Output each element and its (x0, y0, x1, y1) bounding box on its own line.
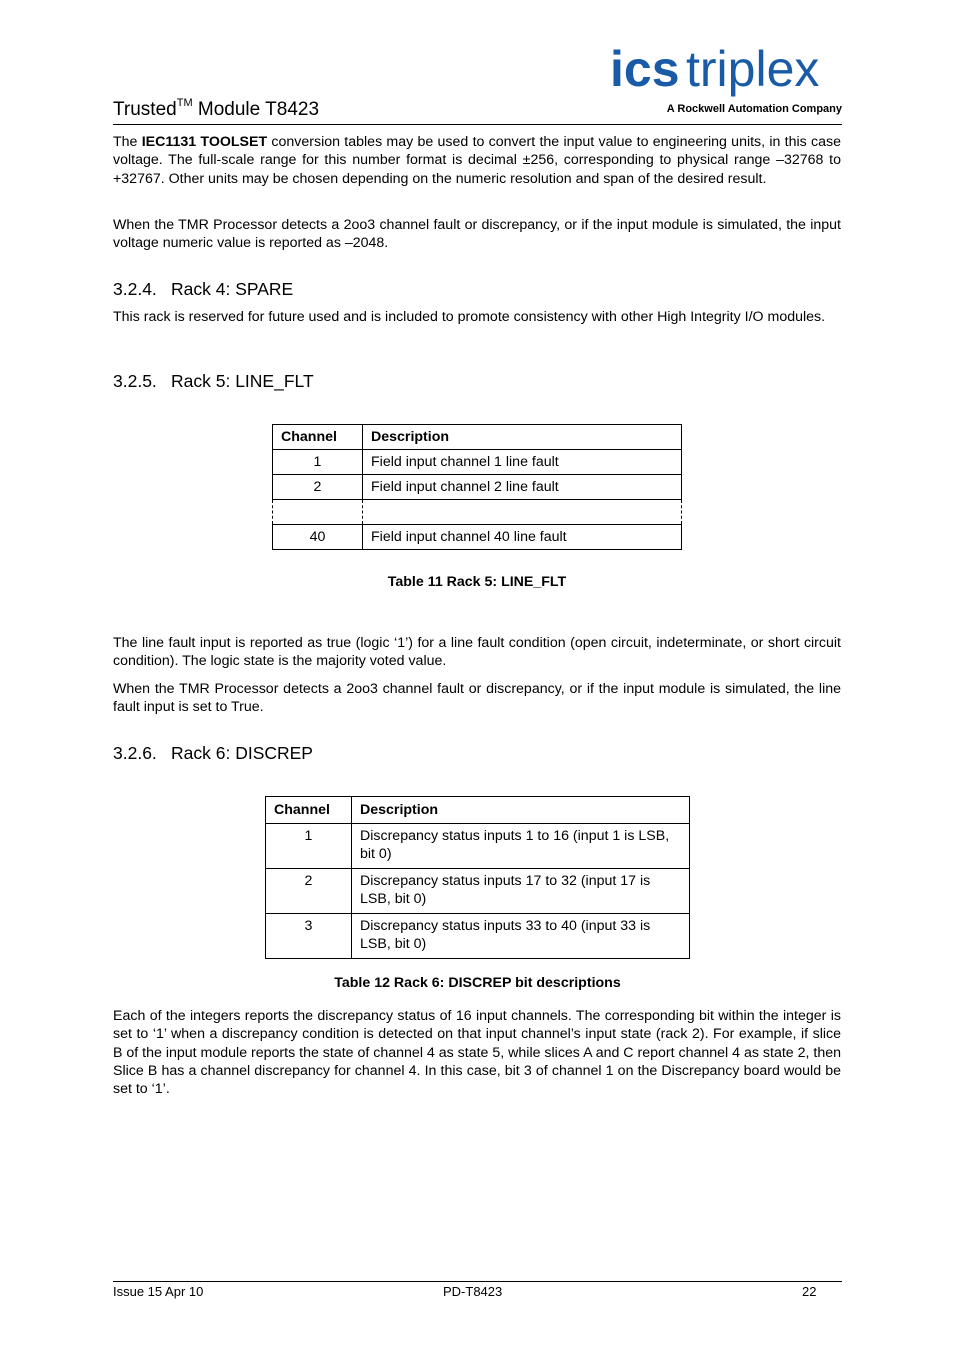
table-row (273, 475, 682, 500)
intro-p1-text-b: conversion tables may be used to convert the input value to engineering units, in this case voltage. The full-scale range for this number format is decimal ±256, corresponding to physical range –32768 to +32767. Other units may be chosen depending on the numeric resolution and span of the desired result. (113, 134, 841, 187)
cell-channel: 2 (266, 869, 352, 914)
line-flt-table (272, 424, 682, 550)
discrep-table (265, 796, 690, 959)
heading-3-2-5 (113, 370, 314, 392)
col-header-channel: Channel (266, 797, 352, 824)
heading-title: Rack 5: LINE_FLT (171, 371, 314, 391)
table-11-caption: Table 11 Rack 5: LINE_FLT (387, 574, 567, 590)
cell-description: Discrepancy status inputs 17 to 32 (input 17 is LSB, bit 0) (352, 869, 690, 914)
section-325-paragraph-2: When the TMR Processor detects a 2oo3 channel fault or discrepancy, or if the input module is simulated, the line fault input is set to True. (113, 681, 841, 716)
cell-description: Field input channel 40 line fault (363, 525, 682, 550)
logo-company-text: Company (791, 103, 842, 115)
cell-description: Field input channel 1 line fault (363, 450, 682, 475)
heading-title: Rack 4: SPARE (171, 279, 294, 299)
cell-description: Discrepancy status inputs 1 to 16 (input 1 is LSB, bit 0) (352, 824, 690, 869)
logo-tagline (612, 103, 842, 115)
table-row (266, 914, 690, 959)
heading-number: 3.2.6. (113, 743, 157, 763)
cell-channel: 1 (273, 450, 363, 475)
intro-paragraph-2: When the TMR Processor detects a 2oo3 channel fault or discrepancy, or if the input module is simulated, the input voltage numeric value is reported as –2048. (113, 217, 841, 252)
intro-paragraph-1 (113, 133, 841, 188)
footer-rule (113, 1281, 842, 1282)
cell-channel: 3 (266, 914, 352, 959)
cell-channel: 2 (273, 475, 363, 500)
table-gap-row (273, 500, 682, 525)
footer-doc-id: PD-T8423 (443, 1284, 503, 1299)
heading-title: Rack 6: DISCREP (171, 743, 313, 763)
cell-description: Discrepancy status inputs 33 to 40 (input 33 is LSB, bit 0) (352, 914, 690, 959)
cell-gap (273, 500, 363, 525)
heading-3-2-6 (113, 742, 313, 764)
table-header-row (273, 425, 682, 450)
intro-p1-bold: IEC1131 TOOLSET (141, 134, 268, 150)
header-rule (113, 124, 842, 125)
logo-tagline-text: A Rockwell Automation (666, 103, 789, 115)
logo-text-ics: ics (610, 44, 680, 97)
trademark-mark: TM (176, 97, 193, 109)
header-product: Trusted (113, 99, 177, 120)
logo-text-triplex: triplex (686, 44, 820, 97)
footer-page-number: 22 (802, 1284, 817, 1299)
header-module: Module T8423 (192, 99, 320, 120)
col-header-channel: Channel (273, 425, 363, 450)
section-324-paragraph: This rack is reserved for future used and is included to promote consistency with other High Integrity I/O modules. (113, 309, 826, 325)
cell-channel: 1 (266, 824, 352, 869)
cell-channel: 40 (273, 525, 363, 550)
table-row (266, 869, 690, 914)
cell-gap (363, 500, 682, 525)
heading-3-2-4 (113, 278, 293, 300)
section-325-paragraph-1: The line fault input is reported as true (logic ‘1’) for a line fault condition (open circuit, indeterminate, or short circuit condition). The logic state is the majority voted value. (113, 635, 841, 670)
table-row (266, 824, 690, 869)
col-header-description: Description (352, 797, 690, 824)
section-326-paragraph: Each of the integers reports the discrepancy status of 16 input channels. The corresponding bit within the integer is set to ‘1’ when a discrepancy condition is detected on that input channel’s input state (rack 2). For example, if slice B of the input module reports the state of channel 4 as state 5, while slices A and C report channel 4 as state 2, then Slice B has a channel discrepancy for channel 4. In this case, bit 3 of channel 1 on the Discrepancy board would be set to ‘1’. (113, 1008, 841, 1098)
heading-number: 3.2.4. (113, 279, 157, 299)
table-12-caption: Table 12 Rack 6: DISCREP bit descriptions (334, 975, 621, 991)
ics-triplex-logo (610, 44, 842, 100)
col-header-description: Description (363, 425, 682, 450)
table-row (273, 525, 682, 550)
table-header-row (266, 797, 690, 824)
header-title (113, 98, 319, 122)
cell-description: Field input channel 2 line fault (363, 475, 682, 500)
table-row (273, 450, 682, 475)
heading-number: 3.2.5. (113, 371, 157, 391)
intro-p1-text-a: The (113, 134, 142, 150)
footer-issue: Issue 15 Apr 10 (113, 1284, 204, 1299)
